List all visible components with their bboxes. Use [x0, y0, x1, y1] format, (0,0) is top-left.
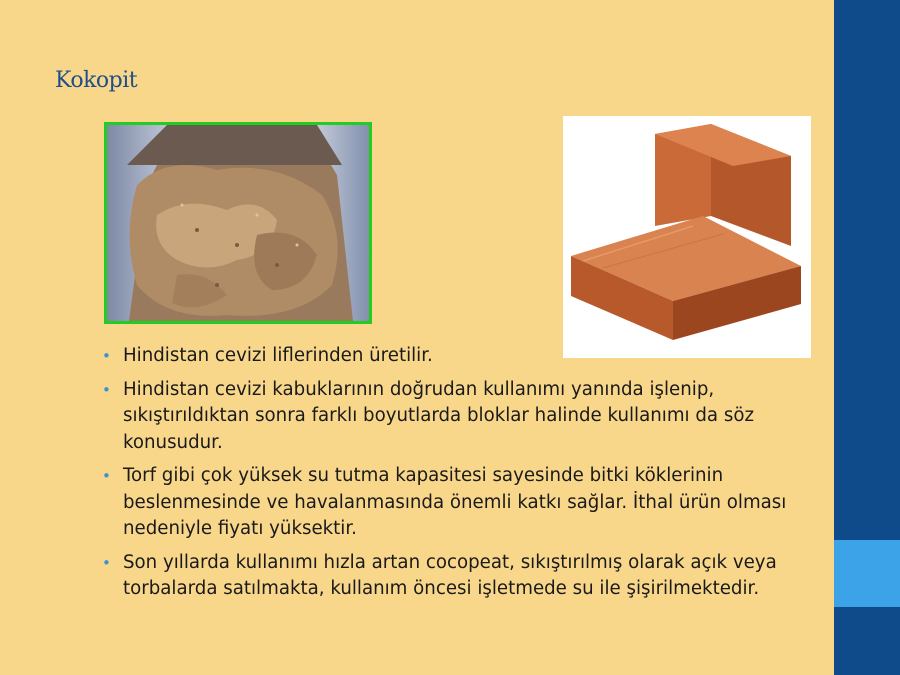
- bullet-marker: •: [102, 553, 111, 572]
- bullet-list: [100, 343, 805, 610]
- bullet-text: Hindistan cevizi liflerinden üretilir.: [123, 345, 433, 366]
- slide-title: Kokopit: [55, 68, 138, 93]
- bullet-item: [100, 463, 805, 543]
- bullet-text: Torf gibi çok yüksek su tutma kapasitesi sayesinde bitki köklerinin beslenmesinde ve havalanmasında önemli katkı sağlar. İthal ürün olması nedeniyle fiyatı yüksektir.: [123, 465, 787, 539]
- coir-blocks-photo: [563, 116, 811, 358]
- bullet-item: [100, 343, 805, 370]
- bullet-item: [100, 550, 805, 603]
- loose-cocopeat-photo: [104, 122, 372, 324]
- sidebar-accent-block: [834, 540, 900, 607]
- bullet-marker: •: [102, 347, 111, 365]
- bullet-text: Son yıllarda kullanımı hızla artan cocopeat, sıkıştırılmış olarak açık veya torbalarda satılmakta, kullanım öncesi işletmede su ile şişirilmektedir.: [123, 551, 777, 599]
- bullet-text: Hindistan cevizi kabuklarının doğrudan kullanımı yanında işlenip, sıkıştırıldıktan sonra farklı boyutlarda bloklar halinde kullanımı da söz konusudur.: [123, 378, 755, 453]
- cocopeat-illustration: [107, 125, 369, 321]
- bullet-marker: •: [102, 467, 111, 485]
- coir-blocks-illustration: [563, 116, 811, 358]
- bullet-item: [100, 377, 805, 457]
- bullet-marker: •: [102, 380, 111, 399]
